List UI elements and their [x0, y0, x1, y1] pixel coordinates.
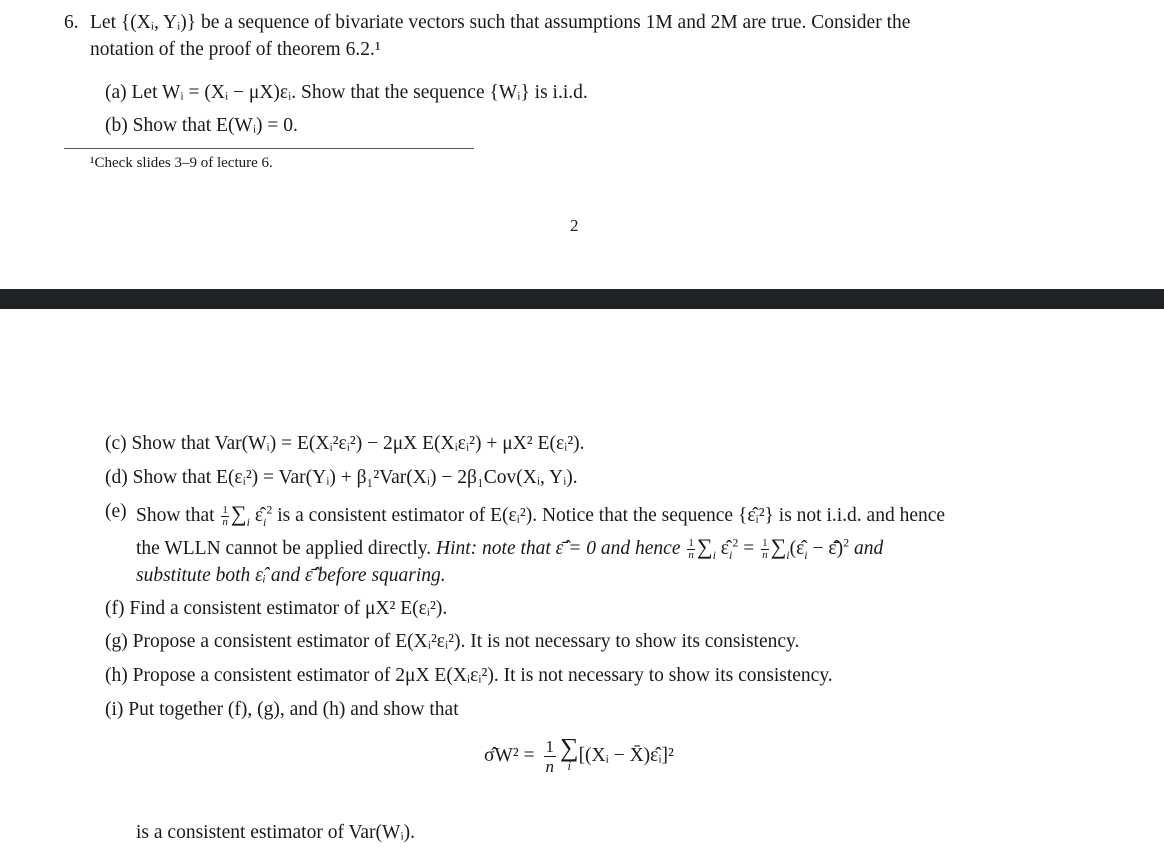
part-g: (g) Propose a consistent estimator of E(Xᵢ²εᵢ²). It is not necessary to show its consistency.	[105, 631, 800, 652]
footnote: ¹Check slides 3–9 of lecture 6.	[90, 155, 273, 171]
intro-line-1: Let {(Xᵢ, Yᵢ)} be a sequence of bivariate vectors such that assumptions 1M and 2M are true. Consider the	[90, 12, 911, 33]
part-e-line-1: Show that $\frac{1}{n}$ $\sum_i$ $\varepsilon̂_i^2$ is a consistent estimator of E(εᵢ²). Notice that the sequence {ε̂ᵢ²} is not i.i.d. and hence	[136, 501, 946, 529]
footnote-rule	[64, 148, 474, 149]
part-e-and: and	[853, 538, 884, 559]
part-e-line-2: the WLLN cannot be applied directly. Hint: note that ε̄̂ = 0 and hence $\frac{1}{n}$ $\sum_i$ $\varepsilon̂_i^2$ = $\frac{1}{n}$ $\sum_i(\varepsilon̂_i$ − ε̄̂)$^2$ and	[136, 534, 884, 562]
part-e-consistent-text: is a consistent estimator of E(εᵢ²). Notice that the sequence {ε̂ᵢ²} is not i.i.d. and hence	[277, 505, 946, 526]
part-e-wlln-text: the WLLN cannot be applied directly.	[136, 538, 432, 559]
part-e-label: (e)	[105, 501, 127, 522]
lower-page	[0, 309, 1164, 866]
part-b: (b) Show that E(Wᵢ) = 0.	[105, 115, 298, 136]
upper-page	[0, 0, 1164, 289]
fraction-1-over-n: $\frac{1}{n}$	[222, 504, 228, 529]
conclusion: is a consistent estimator of Var(Wᵢ).	[136, 822, 416, 843]
problem-number: 6.	[64, 12, 79, 33]
formula-lhs: σ̂W² =	[484, 744, 535, 766]
part-c: (c) Show that Var(Wᵢ) = E(Xᵢ²εᵢ²) − 2μX E(Xᵢεᵢ²) + μX² E(εᵢ²).	[105, 433, 585, 454]
page-divider	[0, 289, 1164, 309]
display-formula	[484, 732, 674, 776]
part-f: (f) Find a consistent estimator of μX² E(εᵢ²).	[105, 598, 448, 619]
part-d: (d) Show that E(εᵢ²) = Var(Yᵢ) + β₁²Var(Xᵢ) − 2β₁Cov(Xᵢ, Yᵢ).	[105, 467, 578, 488]
intro-line-2: notation of the proof of theorem 6.2.¹	[90, 39, 381, 60]
part-e-line-3: substitute both ε̂ᵢ and ε̄̂ before squaring.	[136, 565, 446, 586]
part-a: (a) Let Wᵢ = (Xᵢ − μX)εᵢ. Show that the sequence {Wᵢ} is i.i.d.	[105, 82, 588, 103]
formula-body: [(Xᵢ − X̄)ε̂ᵢ]²	[578, 744, 674, 766]
part-i: (i) Put together (f), (g), and (h) and show that	[105, 699, 459, 720]
formula-sum: ∑ i	[560, 732, 579, 773]
page-number: 2	[570, 216, 579, 235]
formula-fraction: $\frac{1}{n}$	[545, 737, 555, 776]
part-e-show-that: Show that	[136, 505, 215, 526]
part-h: (h) Propose a consistent estimator of 2μX E(Xᵢεᵢ²). It is not necessary to show its consistency.	[105, 665, 833, 686]
part-e-hint: Hint: note that ε̄̂ = 0 and hence	[435, 538, 681, 559]
